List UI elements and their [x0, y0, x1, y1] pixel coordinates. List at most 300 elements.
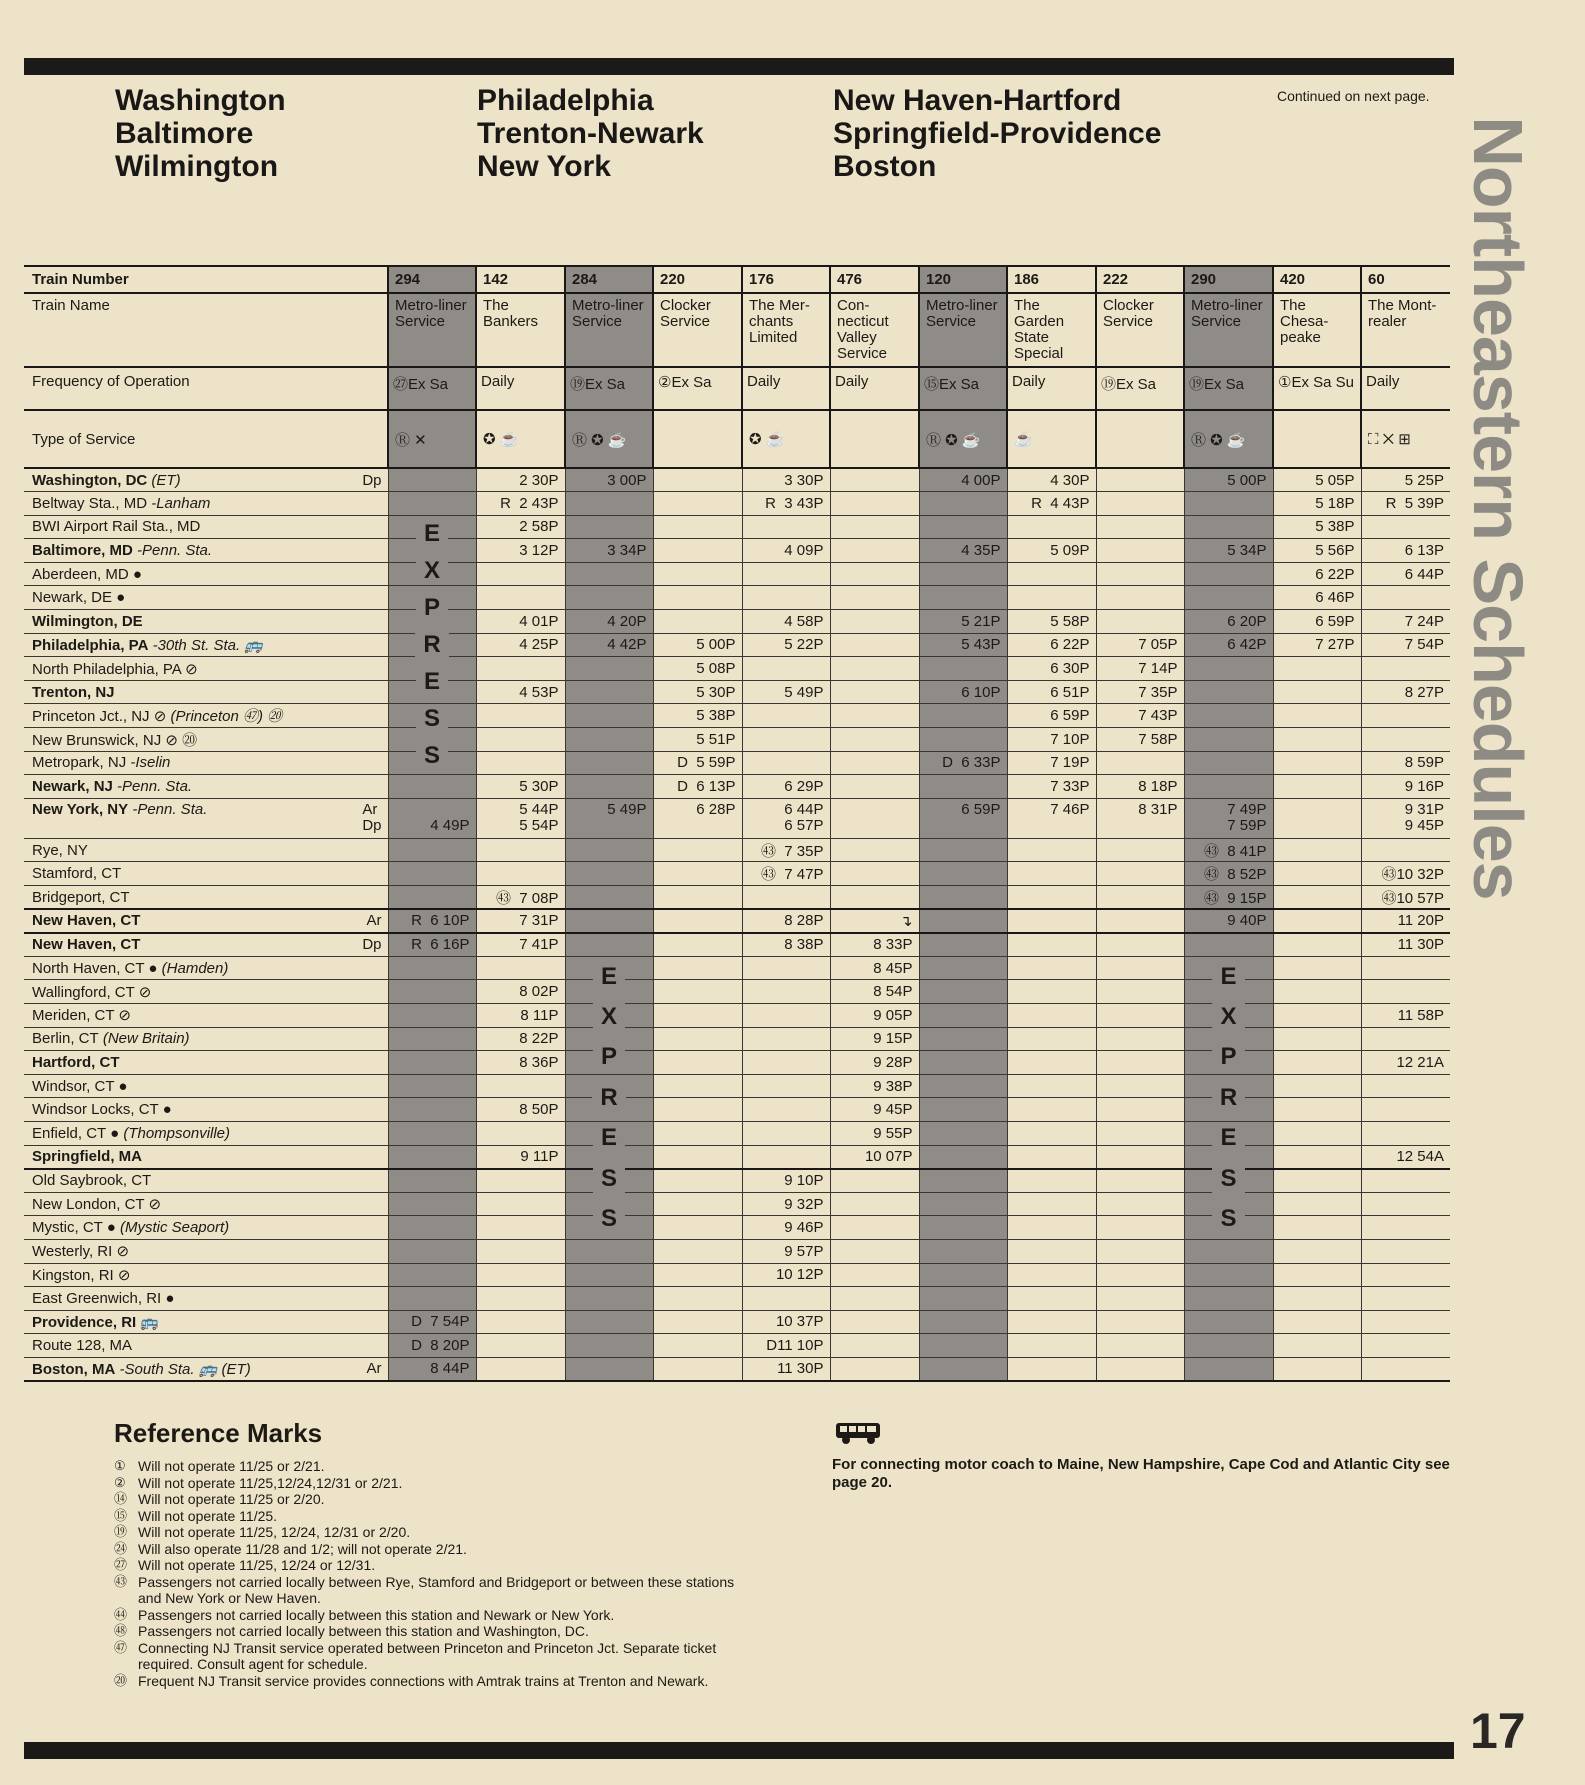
time-cell [653, 1357, 742, 1381]
station-row [24, 1121, 1450, 1145]
time-cell: 8 31P [1096, 798, 1184, 838]
time-cell: R 6 10P [388, 909, 476, 933]
station-name: Princeton Jct., NJ ⊘ [32, 708, 167, 726]
express-letter: E [565, 956, 653, 996]
time-cell [742, 657, 830, 681]
time-cell [388, 1027, 476, 1051]
time-cell: 5 44P 5 54P [476, 798, 565, 838]
time-cell [1096, 862, 1184, 886]
express-letter: X [565, 997, 653, 1037]
station-name: Berlin, CT [32, 1030, 99, 1048]
time-cell [565, 1051, 653, 1075]
time-cell [1096, 838, 1184, 862]
station-row [24, 515, 1450, 539]
time-cell [653, 909, 742, 933]
time-cell [1184, 751, 1273, 775]
arrive-depart-mark: Dp [362, 471, 382, 489]
train-number-cell: 284 [565, 266, 653, 293]
time-cell [1007, 1263, 1096, 1287]
time-cell [830, 586, 919, 610]
express-letter: E [388, 663, 476, 700]
station-name: Kingston, RI ⊘ [32, 1266, 131, 1284]
station-row [24, 1074, 1450, 1098]
station-row [24, 1003, 1450, 1027]
time-cell [1007, 1310, 1096, 1334]
time-cell [1096, 1003, 1184, 1027]
station-qualifier: (Hamden) [157, 959, 229, 977]
time-cell [653, 956, 742, 980]
time-cell [653, 1239, 742, 1263]
time-cell: 5 38P [1273, 515, 1361, 539]
time-cell: 6 42P [1184, 633, 1273, 657]
time-cell [388, 633, 476, 657]
time-cell: ㊸10 57P [1361, 886, 1450, 910]
station-name-cell [24, 1263, 388, 1287]
time-cell [565, 1145, 653, 1169]
time-cell [565, 1263, 653, 1287]
time-cell [1184, 1287, 1273, 1311]
service-type-cell: ⛶ ✕ ⊞ [1361, 410, 1450, 468]
time-cell [1007, 1357, 1096, 1381]
frequency-row [24, 367, 1450, 410]
time-cell: 4 58P [742, 610, 830, 634]
time-cell: 5 38P [653, 704, 742, 728]
time-cell [388, 1121, 476, 1145]
time-cell: D 8 20P [388, 1334, 476, 1358]
time-cell: 5 58P [1007, 610, 1096, 634]
frequency-cell: Daily [1007, 367, 1096, 410]
time-cell [388, 1051, 476, 1075]
station-name: Newark, DE ● [32, 589, 126, 607]
station-name: Windsor Locks, CT ● [32, 1101, 172, 1119]
time-cell [565, 980, 653, 1004]
time-cell [1273, 751, 1361, 775]
time-cell [919, 1098, 1007, 1122]
time-cell [1361, 1169, 1450, 1193]
time-cell [1184, 1357, 1273, 1381]
time-cell: 3 00P [565, 468, 653, 492]
time-cell [742, 586, 830, 610]
time-cell: 9 32P [742, 1192, 830, 1216]
time-cell [919, 1263, 1007, 1287]
time-cell [388, 751, 476, 775]
frequency-cell: ②Ex Sa [653, 367, 742, 410]
time-cell [1096, 515, 1184, 539]
time-cell: 3 12P [476, 539, 565, 563]
time-cell: 6 20P [1184, 610, 1273, 634]
time-cell: 11 20P [1361, 909, 1450, 933]
time-cell [1184, 1003, 1273, 1027]
service-type-cell [653, 410, 742, 468]
station-name-cell [24, 1027, 388, 1051]
time-cell [1184, 492, 1273, 516]
station-row [24, 1051, 1450, 1075]
time-cell: 6 59P [919, 798, 1007, 838]
time-cell [388, 1074, 476, 1098]
station-qualifier: -Penn. Sta. [128, 800, 208, 818]
time-cell [1184, 1145, 1273, 1169]
station-row [24, 1145, 1450, 1169]
service-type-cell [830, 410, 919, 468]
time-cell [1361, 1216, 1450, 1240]
arrive-depart-mark: Dp [362, 936, 382, 954]
reference-text: Will also operate 11/28 and 1/2; will not operate 2/21. [138, 1540, 467, 1557]
time-cell [830, 468, 919, 492]
station-name-cell [24, 1003, 388, 1027]
station-name-cell [24, 468, 388, 492]
time-cell: 7 49P 7 59P [1184, 798, 1273, 838]
time-cell [388, 1098, 476, 1122]
reference-mark-icon: ㊽ [114, 1623, 128, 1638]
schedule-table [24, 265, 1450, 1382]
station-name: Rye, NY [32, 841, 88, 859]
train-name-cell: Metro-liner Service [388, 293, 476, 367]
time-cell [919, 909, 1007, 933]
station-row [24, 586, 1450, 610]
reference-mark-icon: ⑳ [114, 1672, 128, 1688]
time-cell: 12 21A [1361, 1051, 1450, 1075]
time-cell [1007, 1003, 1096, 1027]
station-row [24, 1216, 1450, 1240]
station-row [24, 798, 1450, 838]
reference-mark-icon: ② [114, 1474, 126, 1490]
time-cell [1273, 775, 1361, 799]
time-cell [565, 1287, 653, 1311]
reference-text: Will not operate 11/25,12/24,12/31 or 2/21. [138, 1474, 403, 1491]
header-group-washington [115, 84, 286, 183]
station-row [24, 933, 1450, 957]
train-name-cell: Clocker Service [1096, 293, 1184, 367]
time-cell: 4 00P [919, 468, 1007, 492]
arrive-depart-mark: Ar [366, 912, 382, 930]
time-cell [1184, 728, 1273, 752]
train-name-cell: The Bankers [476, 293, 565, 367]
time-cell: 10 07P [830, 1145, 919, 1169]
time-cell [388, 1003, 476, 1027]
train-name-cell: The Chesa-peake [1273, 293, 1361, 367]
station-row [24, 775, 1450, 799]
station-name-cell [24, 1169, 388, 1193]
time-cell: 11 58P [1361, 1003, 1450, 1027]
time-cell [830, 492, 919, 516]
time-cell [653, 980, 742, 1004]
time-cell [1184, 1334, 1273, 1358]
station-row [24, 468, 1450, 492]
time-cell [1184, 1192, 1273, 1216]
time-cell [1007, 886, 1096, 910]
time-cell [653, 933, 742, 957]
time-cell [653, 1263, 742, 1287]
service-type-cell: ☕ [1007, 410, 1096, 468]
time-cell: ㊸ 7 47P [742, 862, 830, 886]
time-cell: 4 01P [476, 610, 565, 634]
time-cell [476, 1310, 565, 1334]
time-cell [1184, 956, 1273, 980]
time-cell [1096, 909, 1184, 933]
time-cell [919, 657, 1007, 681]
time-cell [919, 1051, 1007, 1075]
time-cell: R 3 43P [742, 492, 830, 516]
time-cell [830, 680, 919, 704]
station-name: BWI Airport Rail Sta., MD [32, 518, 201, 536]
station-qualifier: (New Britain) [98, 1030, 190, 1048]
time-cell [1184, 562, 1273, 586]
time-cell [1184, 1051, 1273, 1075]
time-cell [1361, 1121, 1450, 1145]
station-name-cell [24, 956, 388, 980]
time-cell [1007, 1074, 1096, 1098]
time-cell [1273, 680, 1361, 704]
time-cell: 5 43P [919, 633, 1007, 657]
time-cell [830, 1310, 919, 1334]
time-cell [1096, 1192, 1184, 1216]
time-cell [1361, 1098, 1450, 1122]
time-cell [1096, 1051, 1184, 1075]
time-cell [388, 1169, 476, 1193]
station-name-cell [24, 492, 388, 516]
express-letter: S [388, 738, 476, 775]
station-name: Philadelphia, PA [32, 636, 149, 654]
time-cell [830, 1334, 919, 1358]
time-cell [742, 1098, 830, 1122]
continued-note: Continued on next page. [1277, 88, 1430, 104]
station-row [24, 1287, 1450, 1311]
time-cell [830, 798, 919, 838]
time-cell: 5 21P [919, 610, 1007, 634]
express-letter: E [388, 515, 476, 552]
time-cell [919, 1074, 1007, 1098]
time-cell [1007, 1192, 1096, 1216]
reference-text: Connecting NJ Transit service operated between Princeton and Princeton Jct. Separate ticket required. Consult agent for schedule. [138, 1639, 717, 1672]
station-name: New Haven, CT [32, 936, 141, 954]
time-cell [1273, 1287, 1361, 1311]
time-cell [830, 775, 919, 799]
time-cell [476, 1121, 565, 1145]
header-line: New York [477, 150, 611, 183]
station-name-cell [24, 1192, 388, 1216]
time-cell: 7 33P [1007, 775, 1096, 799]
time-cell [476, 1169, 565, 1193]
time-cell [388, 586, 476, 610]
time-cell [1096, 539, 1184, 563]
time-cell [476, 1216, 565, 1240]
time-cell [1096, 1263, 1184, 1287]
time-cell [388, 680, 476, 704]
bus-icon [834, 1420, 884, 1446]
time-cell: 5 49P [742, 680, 830, 704]
reference-mark-icon: ㉔ [114, 1540, 128, 1556]
time-cell: 6 13P [1361, 539, 1450, 563]
station-name: Trenton, NJ [32, 683, 115, 701]
time-cell [1184, 515, 1273, 539]
time-cell [1361, 1357, 1450, 1381]
time-cell [1096, 1098, 1184, 1122]
time-cell [1273, 1121, 1361, 1145]
time-cell [1096, 610, 1184, 634]
station-name-cell [24, 657, 388, 681]
time-cell [388, 775, 476, 799]
time-cell [830, 728, 919, 752]
time-cell [565, 838, 653, 862]
time-cell [1096, 562, 1184, 586]
time-cell: 7 24P [1361, 610, 1450, 634]
express-letter: P [1184, 1037, 1273, 1077]
station-row [24, 562, 1450, 586]
time-cell: 7 10P [1007, 728, 1096, 752]
express-letter: S [565, 1159, 653, 1199]
time-cell [1096, 1216, 1184, 1240]
station-qualifier: (Princeton ㊼) ⑳ [166, 708, 283, 726]
station-name-cell [24, 1357, 388, 1381]
time-cell [1184, 1310, 1273, 1334]
time-cell: ㊸ 8 52P [1184, 862, 1273, 886]
reference-text: Will not operate 11/25. [138, 1507, 278, 1524]
time-cell [1273, 1027, 1361, 1051]
time-cell: 5 30P [653, 680, 742, 704]
time-cell [1273, 1263, 1361, 1287]
reference-text: Will not operate 11/25, 12/24, 12/31 or 2/20. [138, 1524, 411, 1540]
time-cell: 9 38P [830, 1074, 919, 1098]
time-cell [388, 838, 476, 862]
time-cell [653, 1051, 742, 1075]
time-cell [1184, 657, 1273, 681]
time-cell [1184, 1169, 1273, 1193]
service-type-cell: Ⓡ ✪ ☕ [1184, 410, 1273, 468]
station-name-cell [24, 775, 388, 799]
time-cell: 6 29P [742, 775, 830, 799]
time-cell [919, 1169, 1007, 1193]
time-cell: 5 05P [1273, 468, 1361, 492]
time-cell [388, 1145, 476, 1169]
time-cell: 7 41P [476, 933, 565, 957]
time-cell: 5 30P [476, 775, 565, 799]
frequency-cell: Daily [1361, 367, 1450, 410]
time-cell [476, 1334, 565, 1358]
time-cell: 7 43P [1096, 704, 1184, 728]
station-name: Wallingford, CT ⊘ [32, 983, 152, 1001]
station-name: North Philadelphia, PA ⊘ [32, 660, 198, 678]
time-cell [919, 1121, 1007, 1145]
time-cell: 5 25P [1361, 468, 1450, 492]
time-cell [388, 728, 476, 752]
time-cell: 8 59P [1361, 751, 1450, 775]
station-row [24, 610, 1450, 634]
time-cell: 9 45P [830, 1098, 919, 1122]
station-name-cell [24, 1074, 388, 1098]
time-cell [1007, 909, 1096, 933]
station-qualifier: (ET) [147, 471, 181, 489]
header-line: Washington [115, 84, 286, 117]
time-cell [565, 704, 653, 728]
time-cell [919, 1003, 1007, 1027]
time-cell [565, 586, 653, 610]
service-type-row [24, 410, 1450, 468]
station-row [24, 886, 1450, 910]
time-cell [653, 1287, 742, 1311]
station-name: Beltway Sta., MD [32, 494, 148, 512]
station-name-cell [24, 586, 388, 610]
time-cell [653, 539, 742, 563]
train-name-row [24, 293, 1450, 367]
time-cell: ㊸ 7 08P [476, 886, 565, 910]
train-number-cell: 60 [1361, 266, 1450, 293]
time-cell [1184, 704, 1273, 728]
station-row [24, 1357, 1450, 1381]
time-cell [1007, 956, 1096, 980]
time-cell: 4 25P [476, 633, 565, 657]
time-cell [1361, 1192, 1450, 1216]
time-cell [1273, 980, 1361, 1004]
frequency-cell: ⑲Ex Sa [1184, 367, 1273, 410]
time-cell: 8 27P [1361, 680, 1450, 704]
time-cell [1007, 1169, 1096, 1193]
time-cell [1007, 862, 1096, 886]
time-cell: 5 56P [1273, 539, 1361, 563]
station-row [24, 956, 1450, 980]
time-cell [1273, 1074, 1361, 1098]
time-cell: 7 19P [1007, 751, 1096, 775]
time-cell: 2 30P [476, 468, 565, 492]
time-cell [388, 1287, 476, 1311]
time-cell: 8 54P [830, 980, 919, 1004]
time-cell [1273, 909, 1361, 933]
time-cell: 8 11P [476, 1003, 565, 1027]
train-number-cell: 120 [919, 266, 1007, 293]
train-number-cell: 222 [1096, 266, 1184, 293]
time-cell: 4 30P [1007, 468, 1096, 492]
station-qualifier: -Lanham [147, 494, 211, 512]
time-cell: ㊸ 7 35P [742, 838, 830, 862]
time-cell [1273, 886, 1361, 910]
station-row [24, 539, 1450, 563]
time-cell: 8 33P [830, 933, 919, 957]
time-cell [919, 980, 1007, 1004]
station-qualifier: (Mystic Seaport) [115, 1219, 230, 1237]
time-cell: 2 58P [476, 515, 565, 539]
service-type-cell [1273, 410, 1361, 468]
time-cell [1096, 1310, 1184, 1334]
time-cell [919, 1357, 1007, 1381]
reference-text: Frequent NJ Transit service provides connections with Amtrak trains at Trenton and Newark. [138, 1672, 709, 1689]
time-cell [919, 704, 1007, 728]
time-cell [565, 680, 653, 704]
station-name: Washington, DC [32, 471, 148, 489]
station-name: Westerly, RI ⊘ [32, 1243, 130, 1261]
station-row [24, 1310, 1450, 1334]
time-cell [830, 562, 919, 586]
station-name-cell [24, 1216, 388, 1240]
station-row [24, 1169, 1450, 1193]
side-title [1448, 48, 1548, 968]
time-cell [919, 515, 1007, 539]
express-letter: X [1184, 997, 1273, 1037]
time-cell: D11 10P [742, 1334, 830, 1358]
time-cell: R 2 43P [476, 492, 565, 516]
station-name: New Brunswick, NJ ⊘ ⑳ [32, 731, 198, 749]
time-cell [653, 1169, 742, 1193]
time-cell [565, 751, 653, 775]
bottom-rule [24, 1742, 1454, 1759]
express-letter: E [1184, 956, 1273, 996]
time-cell: 9 05P [830, 1003, 919, 1027]
time-cell [742, 1051, 830, 1075]
station-name-cell [24, 980, 388, 1004]
time-cell [919, 1239, 1007, 1263]
time-cell [1007, 1216, 1096, 1240]
time-cell [1273, 1357, 1361, 1381]
time-cell [919, 1287, 1007, 1311]
time-cell: R 6 16P [388, 933, 476, 957]
